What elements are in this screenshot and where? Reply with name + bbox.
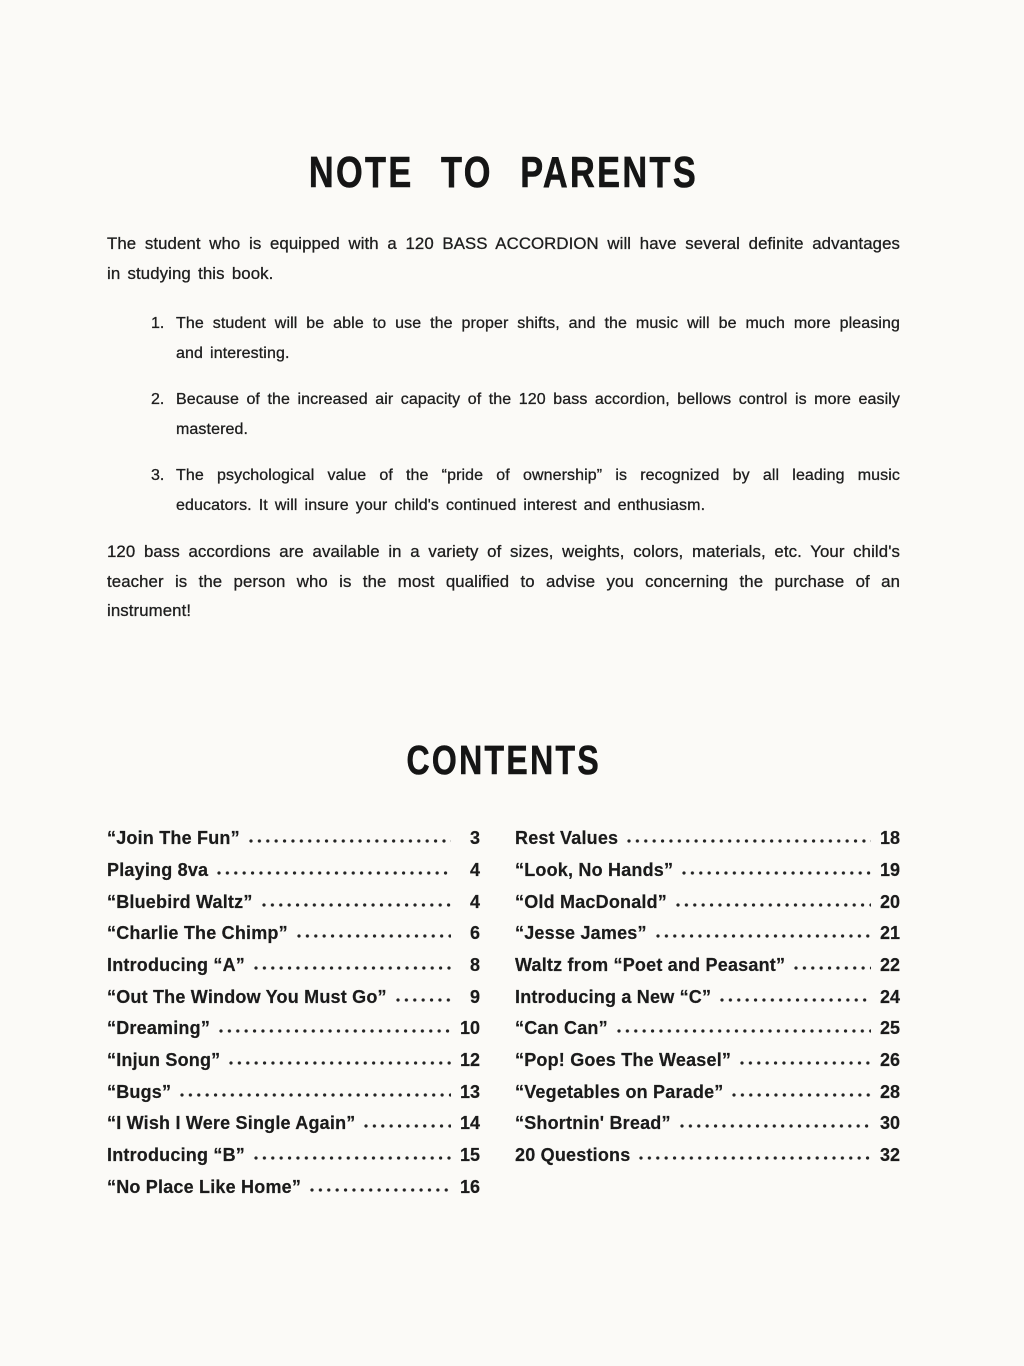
toc-row (515, 818, 900, 850)
toc-page-number: 30 (879, 1113, 900, 1134)
toc-entry-title: “Join The Fun” (107, 828, 240, 849)
toc-entry-title: “Jesse James” (515, 923, 647, 944)
toc-page-number: 20 (879, 891, 900, 912)
dot-leader (730, 1091, 871, 1099)
intro-paragraph: The student who is equipped with a 120 BASS ACCORDION will have several definite advantages in studying this book. (107, 234, 900, 283)
toc-page-number: 12 (459, 1050, 480, 1070)
list-item-number: 3. (151, 467, 165, 484)
toc-row (515, 1071, 900, 1103)
toc-page-number: 4 (469, 891, 480, 912)
dot-leader (394, 996, 451, 1004)
toc-page-number: 28 (879, 1081, 900, 1102)
toc-entry-title: “Pop! Goes The Weasel” (515, 1050, 732, 1070)
toc-row (107, 1166, 480, 1198)
toc-entry-title: “No Place Like Home” (107, 1176, 302, 1197)
toc-row (107, 1039, 480, 1071)
toc-entry-title: 20 Questions (515, 1145, 631, 1166)
toc-entry-title: “Dreaming” (107, 1018, 211, 1039)
toc-entry-title: “Shortnin' Bread” (515, 1113, 671, 1134)
toc-entry-title: Rest Values (515, 828, 619, 849)
toc-row (107, 976, 480, 1008)
toc-page-number: 9 (469, 986, 480, 1007)
toc-page-number: 22 (879, 954, 900, 975)
toc-row (515, 944, 900, 976)
toc-entry-title: “Can Can” (515, 1018, 608, 1039)
toc-row (107, 849, 480, 881)
dot-leader (252, 1154, 451, 1162)
toc-row (515, 1103, 900, 1135)
dot-leader (678, 1122, 871, 1130)
dot-leader (247, 837, 451, 845)
dot-leader (625, 837, 871, 845)
dot-leader (178, 1091, 451, 1099)
toc-row (107, 913, 480, 945)
toc-entry-title: “Charlie The Chimp” (107, 923, 288, 944)
toc-entry-title: “Vegetables on Parade” (515, 1081, 724, 1102)
toc-entry-title: “Old MacDonald” (515, 891, 668, 912)
list-item-text: The student will be able to use the proper shifts, and the music will be much more pleasing and interesting. (176, 315, 900, 362)
toc-row (515, 1039, 900, 1071)
toc-page-number: 3 (469, 828, 480, 849)
toc-entry-title: “I Wish I Were Single Again” (107, 1113, 356, 1134)
toc-row (107, 1008, 480, 1040)
toc-entry-title: Waltz from “Poet and Peasant” (515, 954, 786, 975)
dot-leader (674, 901, 871, 909)
dot-leader (718, 996, 871, 1004)
dot-leader (252, 964, 451, 972)
dot-leader (308, 1186, 451, 1194)
toc-entry-title: Introducing “A” (107, 954, 245, 975)
dot-leader (227, 1059, 451, 1067)
toc-entry-title: Introducing a New “C” (515, 986, 712, 1007)
list-item-number: 2. (151, 391, 165, 408)
contents-title (107, 738, 900, 782)
dot-leader (362, 1122, 451, 1130)
list-item-number: 1. (151, 315, 165, 332)
dot-leader (295, 932, 451, 940)
advantages-list (107, 309, 900, 520)
toc-entry-title: “Injun Song” (107, 1050, 221, 1070)
toc-row (515, 913, 900, 945)
note-to-parents-title-text: NOTE TO PARENTS (308, 148, 699, 197)
toc-row (107, 1134, 480, 1166)
toc-page-number: 8 (469, 954, 480, 975)
dot-leader (637, 1154, 871, 1162)
dot-leader (654, 932, 871, 940)
toc-entry-title: Introducing “B” (107, 1145, 245, 1166)
toc-page-number: 6 (469, 923, 480, 944)
list-item-text: The psychological value of the “pride of ownership” is recognized by all leading music educators. It will insure your child's continued interest and enthusiasm. (176, 467, 900, 514)
toc-row (107, 944, 480, 976)
list-item (107, 385, 900, 444)
dot-leader (680, 869, 871, 877)
toc-page-number: 15 (459, 1145, 480, 1166)
toc-row (107, 818, 480, 850)
toc-row (107, 1071, 480, 1103)
dot-leader (217, 1027, 451, 1035)
toc-page-number: 26 (879, 1050, 900, 1070)
toc-row (515, 849, 900, 881)
toc-row (515, 1008, 900, 1040)
toc-page-number: 25 (879, 1018, 900, 1039)
toc-row (515, 1134, 900, 1166)
toc-page-number: 32 (879, 1145, 900, 1166)
toc-entry-title: “Out The Window You Must Go” (107, 986, 387, 1007)
contents-title-text: CONTENTS (406, 736, 601, 783)
table-of-contents (107, 818, 900, 1198)
toc-page-number: 4 (469, 859, 480, 880)
toc-page-number: 21 (879, 923, 900, 944)
toc-row (515, 881, 900, 913)
toc-entry-title: “Look, No Hands” (515, 859, 674, 880)
dot-leader (615, 1027, 871, 1035)
list-item (107, 309, 900, 368)
toc-page-number: 13 (459, 1081, 480, 1102)
toc-page-number: 18 (879, 828, 900, 849)
toc-column-right (515, 818, 900, 1198)
toc-row (515, 976, 900, 1008)
toc-page-number: 14 (459, 1113, 480, 1134)
toc-entry-title: “Bugs” (107, 1081, 172, 1102)
toc-column-left (107, 818, 480, 1198)
toc-row (107, 881, 480, 913)
dot-leader (215, 869, 451, 877)
list-item (107, 461, 900, 520)
list-item-text: Because of the increased air capacity of the 120 bass accordion, bellows control is more easily mastered. (176, 391, 900, 438)
toc-entry-title: “Bluebird Waltz” (107, 891, 253, 912)
toc-page-number: 16 (459, 1176, 480, 1197)
dot-leader (792, 964, 871, 972)
dot-leader (738, 1059, 871, 1067)
toc-page-number: 24 (879, 986, 900, 1007)
toc-row (107, 1103, 480, 1135)
toc-entry-title: Playing 8va (107, 859, 209, 880)
dot-leader (260, 901, 451, 909)
toc-page-number: 10 (459, 1018, 480, 1039)
closing-paragraph: 120 bass accordions are available in a variety of sizes, weights, colors, materials, etc. Your child's teacher is the person who is the most qualified to advise you concerning the purchase of an instrument! (107, 542, 900, 620)
toc-page-number: 19 (879, 859, 900, 880)
note-to-parents-title (107, 150, 900, 196)
